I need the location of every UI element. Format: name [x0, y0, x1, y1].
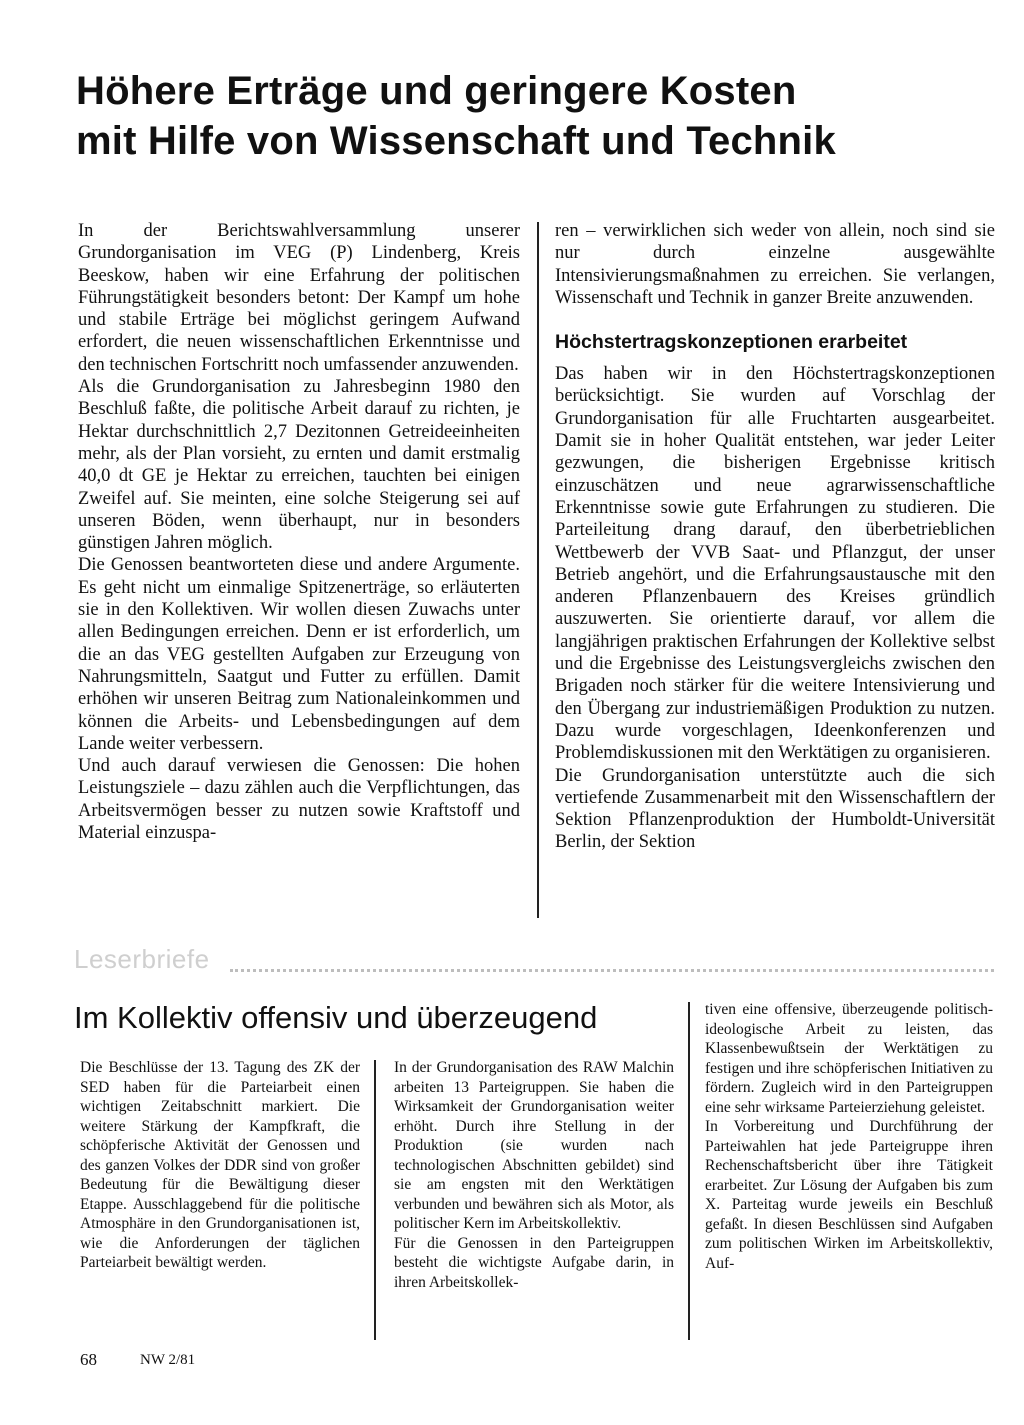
paragraph: ren – verwirklichen sich weder von allein, noch sind sie nur durch einzelne ausgewählte Intensivierungsmaßnahmen zu erreichen. Sie verlangen, Wissenschaft und Technik in ganzer Breite anzuwenden.	[555, 221, 995, 308]
article2-column-1	[80, 1058, 360, 1273]
page-number: 68	[80, 1350, 97, 1369]
section-label: Leserbriefe	[74, 944, 210, 974]
paragraph: In Vorbereitung und Durchführung der Parteiwahlen hat jede Parteigruppe ihren Rechenschaftsbericht über ihre Tätigkeit erarbeitet. Zur Lösung der Aufgaben bis zum X. Parteitag wurde jeweils ein Beschluß gefaßt. In diesen Beschlüssen sind Aufgaben zum politischen Wirken im Arbeitskollektiv, Auf-	[705, 1118, 993, 1272]
article2-column-3	[705, 1000, 993, 1273]
article2-headline: Im Kollektiv offensiv und überzeugend	[74, 1000, 598, 1035]
headline	[76, 66, 976, 166]
paragraph: In der Berichtswahlversammlung unserer Grundorganisation im VEG (P) Lindenberg, Kreis Beeskow, haben wir eine Erfahrung der politischen Führungstätigkeit besonders betont: Der Kampf um hohe und stabile Erträge bei möglichst geringem Aufwand erfordert, die neuen wissenschaftlichen Erkenntnisse und den technischen Fortschritt noch umfassender anzuwenden.	[78, 221, 520, 375]
paragraph: Die Grundorganisation unterstützte auch die sich vertiefende Zusammenarbeit mit den Wissenschaftlern der Sektion Pflanzenproduktion der Humboldt-Universität Berlin, der Sektion	[555, 765, 995, 853]
paragraph: Und auch darauf verwiesen die Genossen: Die hohen Leistungsziele – dazu zählen auch die Verpflichtungen, das Arbeitsvermögen besser zu nutzen sowie Kraftstoff und Material einzuspa-	[78, 756, 520, 844]
article1-right-column	[555, 220, 995, 854]
paragraph: Als die Grundorganisation zu Jahresbeginn 1980 den Beschluß faßte, die politische Arbeit darauf zu richten, je Hektar durchschnittlich 2,7 Dezitonnen Getreideeinheiten mehr, als der Plan vorsieht, zu ernten und damit erstmalig 40,0 dt GE je Hektar zu erreichen, tauchten bei einigen Zweifel auf. Sie meinten, eine solche Steigerung sei auf unseren Böden, wenn überhaupt, nur in besonders günstigen Jahren möglich.	[78, 377, 520, 554]
column-divider	[688, 1002, 690, 1340]
issue-label: NW 2/81	[140, 1352, 196, 1368]
section-divider	[230, 969, 994, 972]
paragraph: Für die Genossen in den Parteigruppen besteht die wichtigste Aufgabe darin, in ihren Arbeitskollek-	[394, 1234, 674, 1291]
paragraph: Das haben wir in den Höchstertragskonzeptionen berücksichtigt. Sie wurden auf Vorschlag der Grundorganisation für alle Fruchtarten ausgearbeitet. Damit sie in hoher Qualität entstehen, war jeder Leiter gezwungen, die bisherigen Ergebnisse kritisch einzuschätzen und neue agrarwissenschaftliche Erkenntnisse sowie gute Erfahrungen zu studieren. Die Parteileitung drang darauf, den überbetrieblichen Wettbewerb der VVB Saat- und Pflanzgut, der unser Betrieb angehört, und die Erfahrungsaustausche mit den anderen Pflanzenbauern des Kreises gründlich auszuwerten. Sie orientierte darauf, vor allem die langjährigen praktischen Erfahrungen der Kollektive selbst und die Ergebnisse des Leistungsvergleichs zwischen den Brigaden noch stärker für die weitere Intensivierung und den Übergang zur industriemäßigen Produktion zu nutzen. Dazu wurde vorgeschlagen, Ideenkonferenzen und Problemdiskussionen mit den Werktätigen zu organisieren.	[555, 364, 995, 764]
headline-line-1: Höhere Erträge und geringere Kosten	[76, 69, 797, 113]
paragraph: tiven eine offensive, überzeugende politisch-ideologische Arbeit zu leisten, das Klassenbewußtsein der Werktätigen zu festigen und ihre schöpferischen Initiativen zu fördern. Zugleich wird in den Parteigruppen eine sehr wirksame Parteierziehung geleistet.	[705, 1001, 993, 1116]
column-divider	[374, 1060, 376, 1340]
column-divider	[537, 222, 539, 918]
paragraph: In der Grundorganisation des RAW Malchin arbeiten 13 Parteigruppen. Sie haben die Wirksamkeit der Grundorganisation weiter erhöht. Durch ihre Stellung in der Produktion (sie wurden nach technologischen Abschnitten gebildet) sind sie am engsten mit den Werktätigen verbunden und bewähren sich als Motor, als politischer Kern im Arbeitskollektiv.	[394, 1059, 674, 1232]
paragraph: Die Beschlüsse der 13. Tagung des ZK der SED haben für die Parteiarbeit einen wichtigen Zeitabschnitt markiert. Die weitere Stärkung der Kampfkraft, die schöpferische Aktivität der Genossen und des ganzen Volkes der DDR sind von großer Bedeutung für die Bewältigung dieser Etappe. Ausschlaggebend für die politische Atmosphäre in den Grundorganisationen ist, wie die Anforderungen der täglichen Parteiarbeit bewältigt werden.	[80, 1059, 360, 1271]
article2-column-2	[394, 1058, 674, 1292]
paragraph: Die Genossen beantworteten diese und andere Argumente. Es geht nicht um einmalige Spitzenerträge, so erläuterten sie in den Kollektiven. Wir wollen diesen Zuwachs unter allen Bedingungen erreichen. Denn er ist erforderlich, um die an das VEG gestellten Aufgaben zur Erzeugung von Nahrungsmitteln, Saatgut und Futter zu erfüllen. Damit erhöhen wir unseren Beitrag zum Nationaleinkommen und können die Arbeits- und Lebensbedingungen auf dem Lande weiter verbessern.	[78, 555, 520, 754]
subheading: Höchstertragskonzeptionen erarbeitet	[555, 331, 908, 354]
headline-line-2: mit Hilfe von Wissenschaft und Technik	[76, 119, 836, 163]
article1-left-column	[78, 220, 520, 844]
